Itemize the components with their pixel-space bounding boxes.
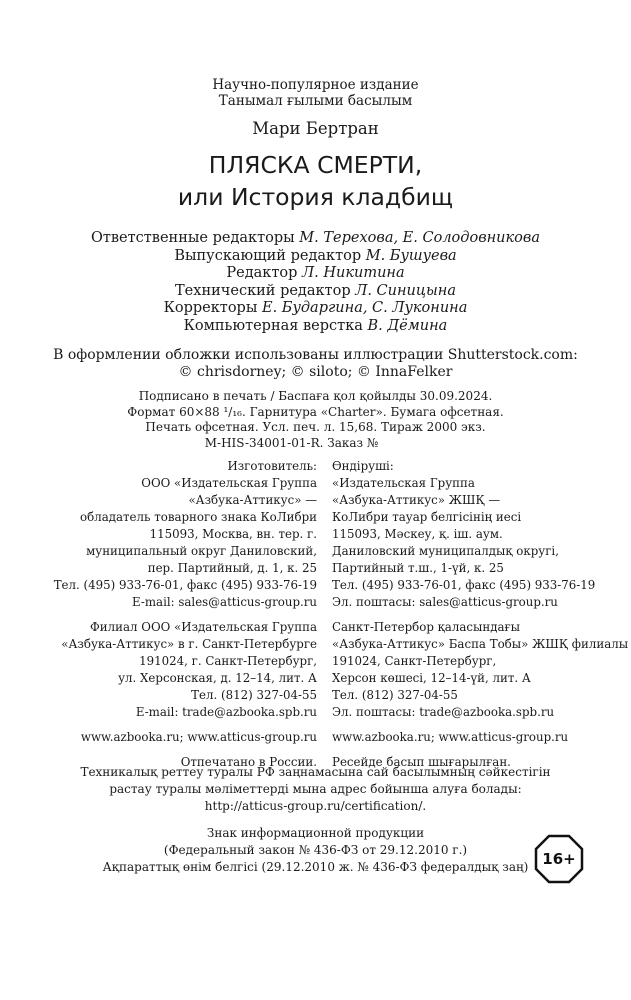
manufacturer-ru-line: пер. Партийный, д. 1, к. 25 (147, 561, 317, 575)
branch-ru-line: 191024, г. Санкт-Петербург, (139, 654, 317, 668)
author-name: Мари Бертран (252, 119, 379, 138)
manufacturer-ru-line: ООО «Издательская Группа (141, 476, 317, 490)
manufacturer-ru-line: обладатель товарного знака КоЛибри (80, 510, 317, 524)
branch-ru-line: E-mail: trade@azbooka.spb.ru (135, 705, 317, 719)
staff-list (0, 230, 631, 335)
manufacturer-ru (54, 458, 317, 771)
staff-role: Редактор (226, 265, 298, 281)
staff-names: В. Дёмина (367, 317, 448, 334)
print-info-line: M-HIS-34001-01-R. Заказ № (204, 435, 379, 450)
branch-kz-line: Херсон көшесі, 12–14-үй, лит. А (332, 671, 531, 685)
manufacturer-kz-line: Өндіруші: (332, 459, 394, 473)
info-mark-line: Ақпараттық өнім белгісі (29.12.2010 ж. № 436-ФЗ федералдық заң) (102, 860, 529, 874)
staff-role: Технический редактор (175, 282, 351, 299)
staff-line (0, 318, 631, 336)
staff-names: Л. Синицына (355, 282, 456, 299)
manufacturer-kz-line: КоЛибри тауар белгісінің иесі (332, 510, 522, 524)
staff-line (0, 230, 631, 248)
manufacturer-kz-line: «Издательская Группа (332, 476, 475, 490)
branch-kz-line: Тел. (812) 327-04-55 (332, 688, 458, 702)
manufacturer-kz-line: Даниловский муниципалдық округі, (332, 544, 559, 558)
edition-type-kz: Танымал ғылыми басылым (218, 93, 413, 109)
websites-ru: www.azbooka.ru; www.atticus-group.ru (80, 730, 317, 744)
staff-names: Е. Бударгина, С. Луконина (261, 300, 468, 316)
manufacturer-kz-line: Партийный т.ш., 1-үй, к. 25 (332, 561, 504, 575)
branch-ru-line: Филиал ООО «Издательская Группа (90, 620, 317, 634)
staff-line (0, 248, 631, 266)
edition-type-ru: Научно-популярное издание (212, 77, 419, 93)
websites-kz: www.azbooka.ru; www.atticus-group.ru (332, 730, 569, 744)
manufacturer-ru-line: 115093, Москва, вн. тер. г. (149, 527, 317, 541)
manufacturer-ru-line: Тел. (495) 933-76-01, факс (495) 933-76-19 (53, 578, 317, 592)
manufacturer-kz-line: Эл. поштасы: sales@atticus-group.ru (332, 595, 558, 609)
branch-kz-line: Эл. поштасы: trade@azbooka.spb.ru (332, 705, 555, 719)
staff-role: Ответственные редакторы (90, 230, 295, 246)
book-title-line2: или История кладбищ (177, 183, 454, 211)
branch-kz-line: Санкт-Петербор қаласындағы (332, 620, 521, 634)
manufacturer-kz (332, 458, 628, 771)
staff-role: Компьютерная верстка (183, 317, 363, 334)
branch-ru-line: «Азбука-Аттикус» в г. Санкт-Петербурге (61, 637, 317, 651)
cover-credit-line1: В оформлении обложки использованы иллюстрации Shutterstock.com: (53, 347, 578, 363)
info-mark-line: (Федеральный закон № 436-ФЗ от 29.12.2010 г.) (163, 843, 468, 857)
age-rating-badge (534, 834, 584, 884)
printed-in-kz: Ресейде басып шығарылған. (332, 755, 511, 769)
staff-line (0, 283, 631, 301)
age-rating-label: 16+ (542, 850, 576, 868)
staff-names: М. Терехова, Е. Солодовникова (299, 230, 540, 246)
cover-credit-line2: © chrisdorney; © siloto; © InnaFelker (178, 364, 453, 380)
manufacturer-ru-line: E-mail: sales@atticus-group.ru (132, 595, 317, 609)
print-info-line: Печать офсетная. Усл. печ. л. 15,68. Тираж 2000 экз. (145, 420, 486, 434)
manufacturer-kz-line: «Азбука-Аттикус» ЖШҚ — (332, 493, 501, 507)
info-mark-line: Знак информационной продукции (206, 826, 425, 840)
branch-ru-line: ул. Херсонская, д. 12–14, лит. А (118, 671, 317, 685)
staff-role: Выпускающий редактор (174, 247, 362, 264)
staff-names: М. Бушуева (365, 247, 457, 264)
manufacturer-kz-line: 115093, Мәскеу, қ. іш. аум. (332, 527, 503, 541)
print-info-line: Подписано в печать / Баспаға қол қойылды 30.09.2024. (138, 389, 493, 403)
staff-line (0, 300, 631, 318)
certification-line: растау туралы мәліметтерді мына адрес бойынша алуға болады: (109, 782, 522, 796)
manufacturer-kz-line: Тел. (495) 933-76-01, факс (495) 933-76-19 (332, 578, 596, 592)
staff-line (0, 265, 631, 283)
printed-in-ru: Отпечатано в России. (180, 755, 317, 769)
certification-link: http://atticus-group.ru/certification/. (204, 799, 427, 813)
print-info-line: Формат 60×88 ¹/₁₆. Гарнитура «Charter». Бумага офсетная. (127, 404, 504, 419)
certification-line: Техникалық реттеу туралы РФ заңнамасына сай басылымның сәйкестігін (80, 765, 551, 779)
book-title-line1: ПЛЯСКА СМЕРТИ, (208, 151, 423, 179)
branch-ru-line: Тел. (812) 327-04-55 (191, 688, 317, 702)
branch-kz-line: 191024, Санкт-Петербург, (332, 654, 497, 668)
manufacturer-ru-line: Изготовитель: (227, 459, 317, 473)
staff-names: Л. Никитина (302, 265, 405, 281)
manufacturer-ru-line: «Азбука-Аттикус» — (188, 493, 317, 507)
manufacturer-ru-line: муниципальный округ Даниловский, (86, 544, 317, 558)
staff-role: Корректоры (163, 300, 258, 316)
branch-kz-line: «Азбука-Аттикус» Баспа Тобы» ЖШҚ филиалы (332, 637, 629, 651)
